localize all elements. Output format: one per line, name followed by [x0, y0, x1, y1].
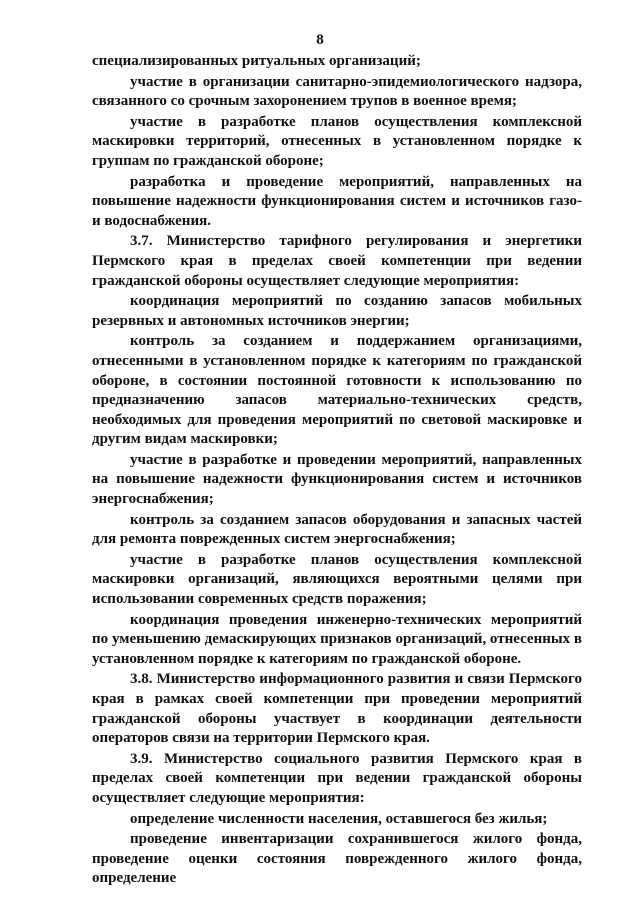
- section-paragraph-3-7: 3.7. Министерство тарифного регулирования и энергетики Пермского края в пределах своей компетенции при ведении гражданской обороны осуществляет следующие мероприятия:: [92, 233, 582, 289]
- paragraph: участие в разработке планов осуществления комплексной маскировки территорий, отнесенных в установленном порядке к группам по гражданской обороне;: [92, 113, 582, 169]
- paragraph: контроль за созданием и поддержанием организациями, отнесенными в установленном порядке к категориям по гражданской обороне, в состоянии постоянной готовности к использованию по предназначению запасов материально-технических средств, необходимых для проведения мероприятий по световой маскировке и другим видам маскировки;: [92, 333, 582, 448]
- paragraph: координация мероприятий по созданию запасов мобильных резервных и автономных источников энергии;: [92, 293, 582, 329]
- document-body: [92, 52, 582, 889]
- paragraph: проведение инвентаризации сохранившегося жилого фонда, проведение оценки состояния поврежденного жилого фонда, определение: [92, 831, 582, 887]
- section-paragraph-3-8: 3.8. Министерство информационного развития и связи Пермского края в рамках своей компетенции при проведении мероприятий гражданской обороны участвует в координации деятельности операторов связи на территории Пермского края.: [92, 671, 582, 747]
- paragraph: участие в организации санитарно-эпидемиологического надзора, связанного со срочным захоронением трупов в военное время;: [92, 73, 582, 110]
- paragraph: специализированных ритуальных организаций;: [92, 53, 421, 69]
- paragraph: участие в разработке планов осуществления комплексной маскировки организаций, являющихся вероятными целями при использовании современных средств поражения;: [92, 551, 582, 608]
- paragraph: разработка и проведение мероприятий, направленных на повышение надежности функционирования систем и источников газо- и водоснабжения.: [92, 173, 582, 229]
- paragraph: координация проведения инженерно-технических мероприятий по уменьшению демаскирующих признаков организаций, отнесенных в установленном порядке к категориям по гражданской обороне.: [92, 611, 582, 667]
- page-number: 8: [316, 32, 324, 48]
- section-paragraph-3-9: 3.9. Министерство социального развития Пермского края в пределах своей компетенции при ведении гражданской обороны осуществляет следующие мероприятия:: [92, 750, 582, 806]
- paragraph: определение численности населения, оставшегося без жилья;: [130, 810, 548, 827]
- paragraph: контроль за созданием запасов оборудования и запасных частей для ремонта поврежденных систем энергоснабжения;: [92, 511, 582, 548]
- paragraph: участие в разработке и проведении мероприятий, направленных на повышение надежности функционирования систем и источников энергоснабжения;: [92, 451, 582, 508]
